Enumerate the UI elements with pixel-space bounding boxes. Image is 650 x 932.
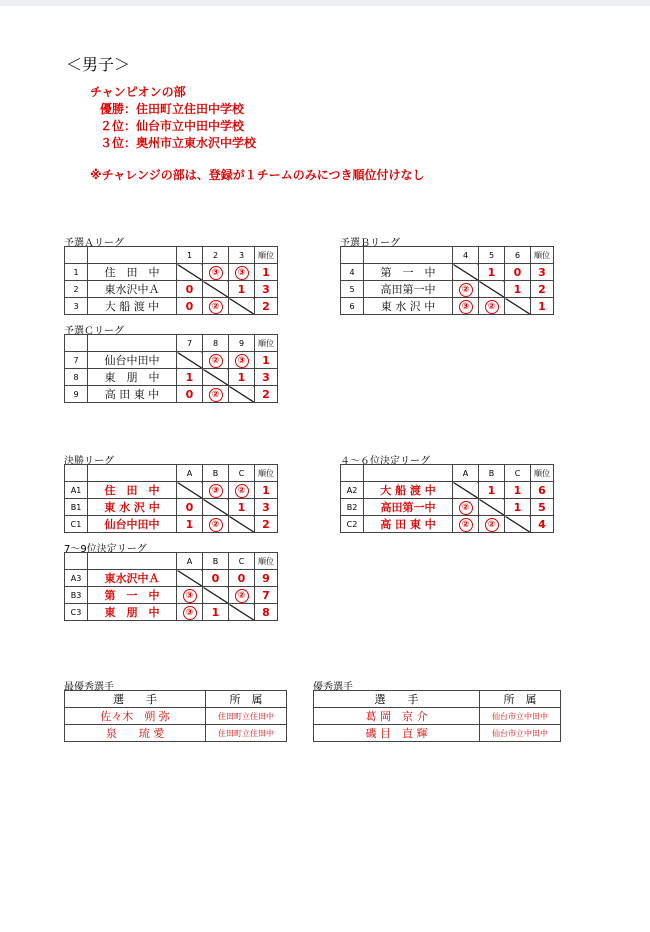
league-7-9-table — [64, 552, 278, 621]
header-blank — [88, 335, 177, 352]
team-rank: 5 — [531, 499, 554, 516]
column-header: C — [229, 553, 255, 570]
score: 1 — [513, 500, 522, 514]
result-2 — [100, 118, 244, 135]
header-blank — [341, 247, 364, 264]
table-row — [65, 298, 278, 315]
score-cell — [177, 499, 203, 516]
excellent-table — [313, 690, 561, 742]
score-cell — [479, 482, 505, 499]
team-name: 東水沢中Ａ — [88, 281, 177, 298]
score-cell — [203, 570, 229, 587]
team-number: 6 — [341, 298, 364, 315]
score-cell — [203, 516, 229, 533]
table-row — [65, 264, 278, 281]
header-blank — [88, 247, 177, 264]
score: 1 — [237, 282, 246, 296]
result-label: ２位： — [100, 119, 137, 133]
team-rank: 1 — [531, 298, 554, 315]
final-league-table — [64, 464, 278, 533]
team-name: 高 田 東 中 — [88, 386, 177, 403]
header-blank — [364, 247, 453, 264]
score-cell — [203, 482, 229, 499]
team-name: 仙台中田中 — [88, 352, 177, 369]
score: ③ — [183, 589, 197, 603]
column-header: 3 — [229, 247, 255, 264]
table-row — [341, 516, 554, 533]
score-cell — [229, 281, 255, 298]
score: 1 — [487, 265, 496, 279]
player-name: 葛 岡 京 介 — [314, 708, 480, 725]
rank-header: 順位 — [531, 465, 554, 482]
mvp-caption: 最優秀選手 — [64, 682, 114, 693]
table-row — [65, 386, 278, 403]
league-a-caption: 予選Ａリーグ — [64, 238, 124, 249]
self-match-cell — [229, 604, 255, 621]
score-cell — [177, 587, 203, 604]
challenge-notice: ※チャレンジの部は、登録が１チームのみにつき順位付けなし — [90, 168, 425, 182]
column-header: A — [177, 465, 203, 482]
team-rank: 4 — [531, 516, 554, 533]
table-row — [65, 482, 278, 499]
score: 1 — [211, 605, 220, 619]
table-row — [65, 516, 278, 533]
score-cell — [203, 386, 229, 403]
team-name: 第 一 中 — [364, 264, 453, 281]
rank-header: 順位 — [255, 247, 278, 264]
team-rank: 1 — [255, 482, 278, 499]
score-cell — [453, 516, 479, 533]
self-match-cell — [177, 482, 203, 499]
table-row — [341, 264, 554, 281]
league-c-table — [64, 334, 278, 403]
score: ② — [209, 354, 223, 368]
self-match-cell — [203, 499, 229, 516]
table-row — [341, 499, 554, 516]
rank-header: 順位 — [255, 553, 278, 570]
self-match-cell — [505, 298, 531, 315]
score-cell — [453, 281, 479, 298]
score: 1 — [185, 370, 194, 384]
result-school: 奥州市立東水沢中学校 — [136, 136, 257, 150]
result-1 — [100, 101, 244, 118]
result-label: 優勝： — [100, 102, 137, 116]
player-name: 磯 目 直 輝 — [314, 725, 480, 742]
score-cell — [505, 281, 531, 298]
score-cell — [203, 264, 229, 281]
team-number: 9 — [65, 386, 88, 403]
score-cell — [177, 298, 203, 315]
team-name: 東 水 沢 中 — [88, 499, 177, 516]
team-name: 東 朋 中 — [88, 604, 177, 621]
rank-header: 順位 — [255, 465, 278, 482]
team-name: 東 朋 中 — [88, 369, 177, 386]
table-header — [65, 691, 287, 708]
table-row — [65, 352, 278, 369]
player-name: 佐々木 朔 弥 — [65, 708, 206, 725]
player-name: 泉 琉 愛 — [65, 725, 206, 742]
score-cell — [203, 604, 229, 621]
score-cell — [177, 281, 203, 298]
header-blank — [88, 553, 177, 570]
team-number: C1 — [65, 516, 88, 533]
self-match-cell — [203, 281, 229, 298]
table-header — [341, 465, 554, 482]
column-header: A — [177, 553, 203, 570]
header-blank — [65, 335, 88, 352]
rank-header: 順位 — [531, 247, 554, 264]
score-cell — [203, 352, 229, 369]
score-cell — [229, 570, 255, 587]
table-row — [65, 725, 287, 742]
score: ② — [485, 300, 499, 314]
team-rank: 3 — [531, 264, 554, 281]
table-header — [65, 247, 278, 264]
header-blank — [65, 247, 88, 264]
page-title: ＜男子＞ — [66, 55, 131, 74]
header-blank — [364, 465, 453, 482]
league-b-table — [340, 246, 554, 315]
excellent-caption: 優秀選手 — [313, 682, 353, 693]
team-name: 東水沢中Ａ — [88, 570, 177, 587]
result-school: 住田町立住田中学校 — [136, 102, 245, 116]
self-match-cell — [177, 352, 203, 369]
score: ② — [209, 388, 223, 402]
team-number: C2 — [341, 516, 364, 533]
league-7-9-caption: 7～9位決定リーグ — [64, 544, 147, 555]
column-header: 9 — [229, 335, 255, 352]
score: 0 — [185, 282, 194, 296]
table-row — [65, 369, 278, 386]
score-cell — [505, 482, 531, 499]
team-rank: 2 — [255, 298, 278, 315]
column-header: 8 — [203, 335, 229, 352]
team-name: 大 船 渡 中 — [364, 482, 453, 499]
self-match-cell — [229, 516, 255, 533]
table-row — [65, 587, 278, 604]
table-row — [341, 482, 554, 499]
league-4-6-caption: ４～６位決定リーグ — [340, 456, 430, 467]
team-rank: 7 — [255, 587, 278, 604]
team-rank: 8 — [255, 604, 278, 621]
team-rank: 6 — [531, 482, 554, 499]
team-number: B2 — [341, 499, 364, 516]
score: 1 — [487, 483, 496, 497]
self-match-cell — [453, 482, 479, 499]
score: ③ — [459, 300, 473, 314]
team-rank: 3 — [255, 499, 278, 516]
score: 1 — [513, 282, 522, 296]
header-blank — [341, 465, 364, 482]
team-name: 第 一 中 — [88, 587, 177, 604]
team-number: B3 — [65, 587, 88, 604]
column-header: 6 — [505, 247, 531, 264]
score-cell — [505, 264, 531, 281]
self-match-cell — [505, 516, 531, 533]
self-match-cell — [203, 369, 229, 386]
column-header: 7 — [177, 335, 203, 352]
score: ③ — [235, 354, 249, 368]
table-header — [341, 247, 554, 264]
column-header: C — [505, 465, 531, 482]
score-cell — [229, 264, 255, 281]
column-header: 5 — [479, 247, 505, 264]
score: ② — [459, 283, 473, 297]
team-rank: 1 — [255, 264, 278, 281]
self-match-cell — [453, 264, 479, 281]
top-bar — [0, 0, 650, 6]
table-header — [314, 691, 561, 708]
team-name: 高田第一中 — [364, 499, 453, 516]
header-blank — [65, 553, 88, 570]
score-cell — [177, 386, 203, 403]
score: 0 — [211, 571, 220, 585]
team-rank: 3 — [255, 369, 278, 386]
team-number: B1 — [65, 499, 88, 516]
team-rank: 3 — [255, 281, 278, 298]
result-school: 仙台市立中田中学校 — [136, 119, 245, 133]
score-cell — [479, 298, 505, 315]
score-cell — [453, 499, 479, 516]
score: 0 — [185, 500, 194, 514]
score: ③ — [235, 266, 249, 280]
score: 1 — [237, 500, 246, 514]
table-header — [65, 465, 278, 482]
score-cell — [229, 369, 255, 386]
score: ② — [235, 484, 249, 498]
score-cell — [505, 499, 531, 516]
score: 0 — [185, 387, 194, 401]
table-row — [341, 281, 554, 298]
column-header: 2 — [203, 247, 229, 264]
column-header: B — [203, 553, 229, 570]
score-cell — [177, 369, 203, 386]
score-cell — [177, 516, 203, 533]
score: 0 — [237, 571, 246, 585]
team-name: 仙台中田中 — [88, 516, 177, 533]
score-cell — [229, 499, 255, 516]
team-rank: 1 — [255, 352, 278, 369]
score: ③ — [209, 266, 223, 280]
player-team: 仙台市立中田中 — [480, 708, 561, 725]
team-rank: 2 — [531, 281, 554, 298]
column-header: B — [479, 465, 505, 482]
score-cell — [229, 352, 255, 369]
self-match-cell — [177, 570, 203, 587]
table-row — [65, 499, 278, 516]
league-a-table — [64, 246, 278, 315]
rank-header: 順位 — [255, 335, 278, 352]
self-match-cell — [177, 264, 203, 281]
header-blank — [88, 465, 177, 482]
table-header — [65, 335, 278, 352]
team-rank: 2 — [255, 386, 278, 403]
column-header: A — [453, 465, 479, 482]
score: 1 — [237, 370, 246, 384]
team-name: 大 船 渡 中 — [88, 298, 177, 315]
league-4-6-table — [340, 464, 554, 533]
final-league-caption: 決勝リーグ — [64, 456, 114, 467]
score: ② — [459, 501, 473, 515]
mvp-table — [64, 690, 287, 742]
score: ② — [459, 518, 473, 532]
score-cell — [203, 298, 229, 315]
team-header: 所 属 — [206, 691, 287, 708]
team-rank: 2 — [255, 516, 278, 533]
table-row — [341, 298, 554, 315]
player-team: 住田町立住田中 — [206, 725, 287, 742]
team-number: A1 — [65, 482, 88, 499]
table-row — [65, 570, 278, 587]
self-match-cell — [479, 499, 505, 516]
table-row — [314, 725, 561, 742]
team-number: 1 — [65, 264, 88, 281]
score: ② — [485, 518, 499, 532]
table-header — [65, 553, 278, 570]
team-number: A2 — [341, 482, 364, 499]
team-number: 5 — [341, 281, 364, 298]
team-number: 7 — [65, 352, 88, 369]
score: 0 — [185, 299, 194, 313]
player-header: 選 手 — [314, 691, 480, 708]
score: ② — [209, 518, 223, 532]
table-row — [314, 708, 561, 725]
self-match-cell — [229, 298, 255, 315]
result-label: ３位： — [100, 136, 137, 150]
self-match-cell — [479, 281, 505, 298]
header-blank — [65, 465, 88, 482]
column-header: 4 — [453, 247, 479, 264]
player-team: 住田町立住田中 — [206, 708, 287, 725]
score-cell — [453, 298, 479, 315]
table-row — [65, 281, 278, 298]
league-b-caption: 予選Ｂリーグ — [340, 238, 400, 249]
team-header: 所 属 — [480, 691, 561, 708]
score: 1 — [185, 517, 194, 531]
score: ③ — [209, 484, 223, 498]
score: 0 — [513, 265, 522, 279]
team-number: 8 — [65, 369, 88, 386]
team-number: A3 — [65, 570, 88, 587]
self-match-cell — [203, 587, 229, 604]
column-header: C — [229, 465, 255, 482]
result-3 — [100, 135, 256, 152]
league-c-caption: 予選Ｃリーグ — [64, 326, 124, 337]
score: ② — [235, 589, 249, 603]
team-number: 3 — [65, 298, 88, 315]
score-cell — [229, 587, 255, 604]
team-name: 高田第一中 — [364, 281, 453, 298]
score-cell — [177, 604, 203, 621]
champion-title: チャンピオンの部 — [90, 85, 186, 99]
team-name: 東 水 沢 中 — [364, 298, 453, 315]
player-header: 選 手 — [65, 691, 206, 708]
score-cell — [229, 482, 255, 499]
team-name: 住 田 中 — [88, 264, 177, 281]
team-name: 高 田 東 中 — [364, 516, 453, 533]
team-number: 2 — [65, 281, 88, 298]
team-number: 4 — [341, 264, 364, 281]
team-rank: 9 — [255, 570, 278, 587]
column-header: 1 — [177, 247, 203, 264]
score-cell — [479, 516, 505, 533]
self-match-cell — [229, 386, 255, 403]
column-header: B — [203, 465, 229, 482]
score: 1 — [513, 483, 522, 497]
team-name: 住 田 中 — [88, 482, 177, 499]
score: ③ — [183, 606, 197, 620]
score-cell — [479, 264, 505, 281]
table-row — [65, 708, 287, 725]
team-number: C3 — [65, 604, 88, 621]
score: ② — [209, 300, 223, 314]
table-row — [65, 604, 278, 621]
player-team: 仙台市立中田中 — [480, 725, 561, 742]
